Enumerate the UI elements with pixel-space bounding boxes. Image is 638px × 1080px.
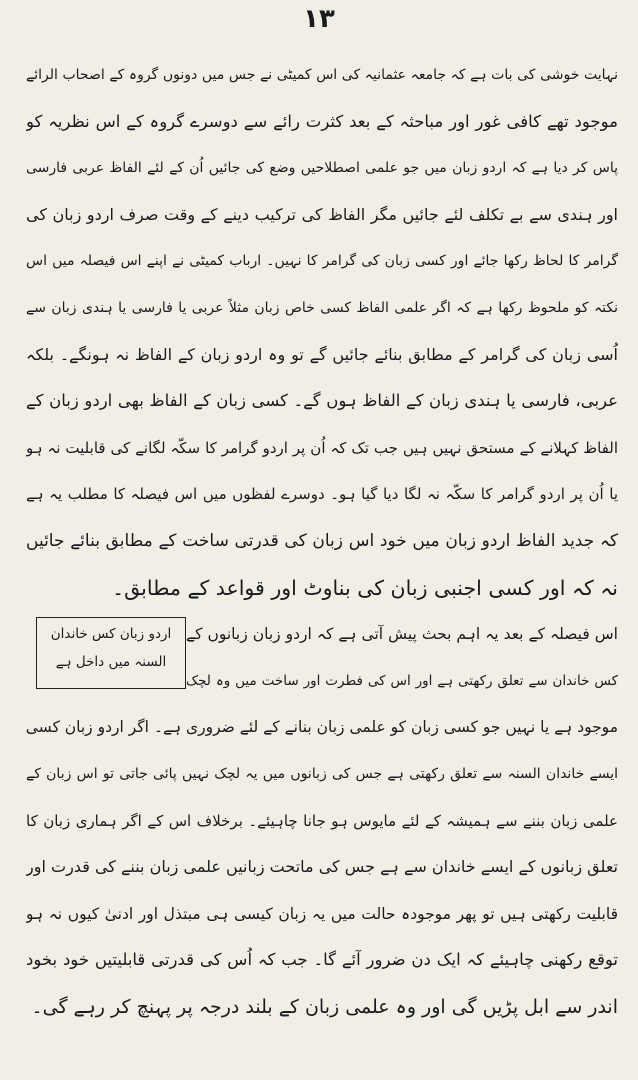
text-line: گرامر کا لحاظ رکھا جائے اور کسی زبان کی گرامر کا نہیں۔ ارباب کمیٹی نے اپنے اس فیصلہ میں اس: [26, 253, 618, 270]
paragraph-1: [26, 52, 618, 611]
text-line: کس خاندان سے تعلق رکھتی ہے اور اس کی فطرت اور ساخت میں وہ لچک: [186, 672, 618, 689]
text-line: اور ہندی سے بے تکلف لئے جائیں مگر الفاظ کی ترکیب دینے کے وقت صرف اردو زبان کی: [26, 204, 618, 224]
section-intro: [186, 611, 618, 704]
paragraph-2: [26, 704, 618, 1030]
text-line: موجود ہے یا نہیں جو کسی زبان کو علمی زبان بنانے کے لئے ضروری ہے۔ اگر اردو زبان کسی: [26, 718, 618, 737]
text-line: الفاظ کہلانے کے مستحق نہیں ہیں جب تک کہ اُن پر اردو گرامر کا سکّہ لگانے کی قابلیت نہ ہو: [26, 438, 618, 457]
text-line: علمی زبان بننے سے ہمیشہ کے لئے مایوس ہو جانا چاہیئے۔ برخلاف اس کے اگر ہماری زبان کا: [26, 811, 618, 830]
text-line: تعلق زبانوں کے ایسے خاندان سے ہے جس کی ماتحت زبانیں علمی زبان بننے کی قدرت اور: [26, 857, 618, 877]
text-line: موجود تھے کافی غور اور مباحثہ کے بعد کثرت رائے سے دوسرے گروہ کے اس نظریہ کو: [26, 111, 618, 131]
text-line: اس فیصلہ کے بعد یہ اہم بحث پیش آتی ہے کہ اردو زبان زبانوں کے: [186, 625, 618, 644]
page-number: ١٣: [303, 4, 335, 34]
text-line: اندر سے ابل پڑیں گی اور وہ علمی زبان کے بلند درجہ پر پہنچ کر رہے گی۔: [31, 995, 618, 1018]
text-line: توقع رکھنی چاہیئے کہ ایک دن ضرور آئے گا۔ جب کہ اُس کی قدرتی قابلیتیں خود بخود: [26, 950, 618, 970]
text-line: کہ جدید الفاظ اردو زبان میں خود اس زبان کی قدرتی ساخت کے مطابق بنائے جائیں: [26, 530, 618, 551]
margin-note-line: اردو زبان کس خاندان: [50, 626, 172, 643]
body-text: [26, 52, 618, 1030]
text-line: ایسے خاندان السنہ سے تعلق رکھتی ہے جس کی زبانوں میں یہ لچک نہیں پائی جاتی تو اس زبان کے: [26, 765, 618, 782]
text-line: پاس کر دیا ہے کہ اردو زبان میں جو علمی اصطلاحیں وضع کی جائیں اُن کے لئے الفاظ عربی فارسی: [26, 160, 618, 177]
section-with-margin-note: [26, 611, 618, 704]
text-line: نکتہ کو ملحوظ رکھا ہے کہ اگر علمی الفاظ کسی خاص زبان مثلاً عربی یا فارسی یا ہندی زبان سے: [26, 299, 618, 316]
text-line: عربی، فارسی یا ہندی زبان کے الفاظ ہوں گے۔ کسی زبان کے الفاظ بھی اردو زبان کے: [26, 391, 618, 411]
text-line: نہ کہ اور کسی اجنبی زبان کی بناوٹ اور قواعد کے مطابق۔: [112, 575, 618, 600]
text-line: نہایت خوشی کی بات ہے کہ جامعہ عثمانیہ کی اس کمیٹی نے جس میں دونوں گروہ کے اصحاب الرائے: [26, 67, 618, 83]
text-line: اُسی زبان کی گرامر کے مطابق بنائے جائیں گے تو وہ اردو زبان کے الفاظ نہ ہونگے۔ بلکہ: [26, 344, 618, 364]
margin-note: [36, 617, 186, 689]
margin-note-line: السنہ میں داخل ہے: [55, 654, 167, 671]
text-line: یا اُن پر اردو گرامر کا سکّہ نہ لگا دیا گیا ہو۔ دوسرے لفظوں میں اس فیصلہ کا مطلب یہ ہے: [26, 485, 618, 504]
text-line: قابلیت رکھتی ہیں تو پھر موجودہ حالت میں یہ زبان کیسی ہی مبتذل اور ادنیٰ کیوں نہ ہو: [26, 904, 618, 923]
